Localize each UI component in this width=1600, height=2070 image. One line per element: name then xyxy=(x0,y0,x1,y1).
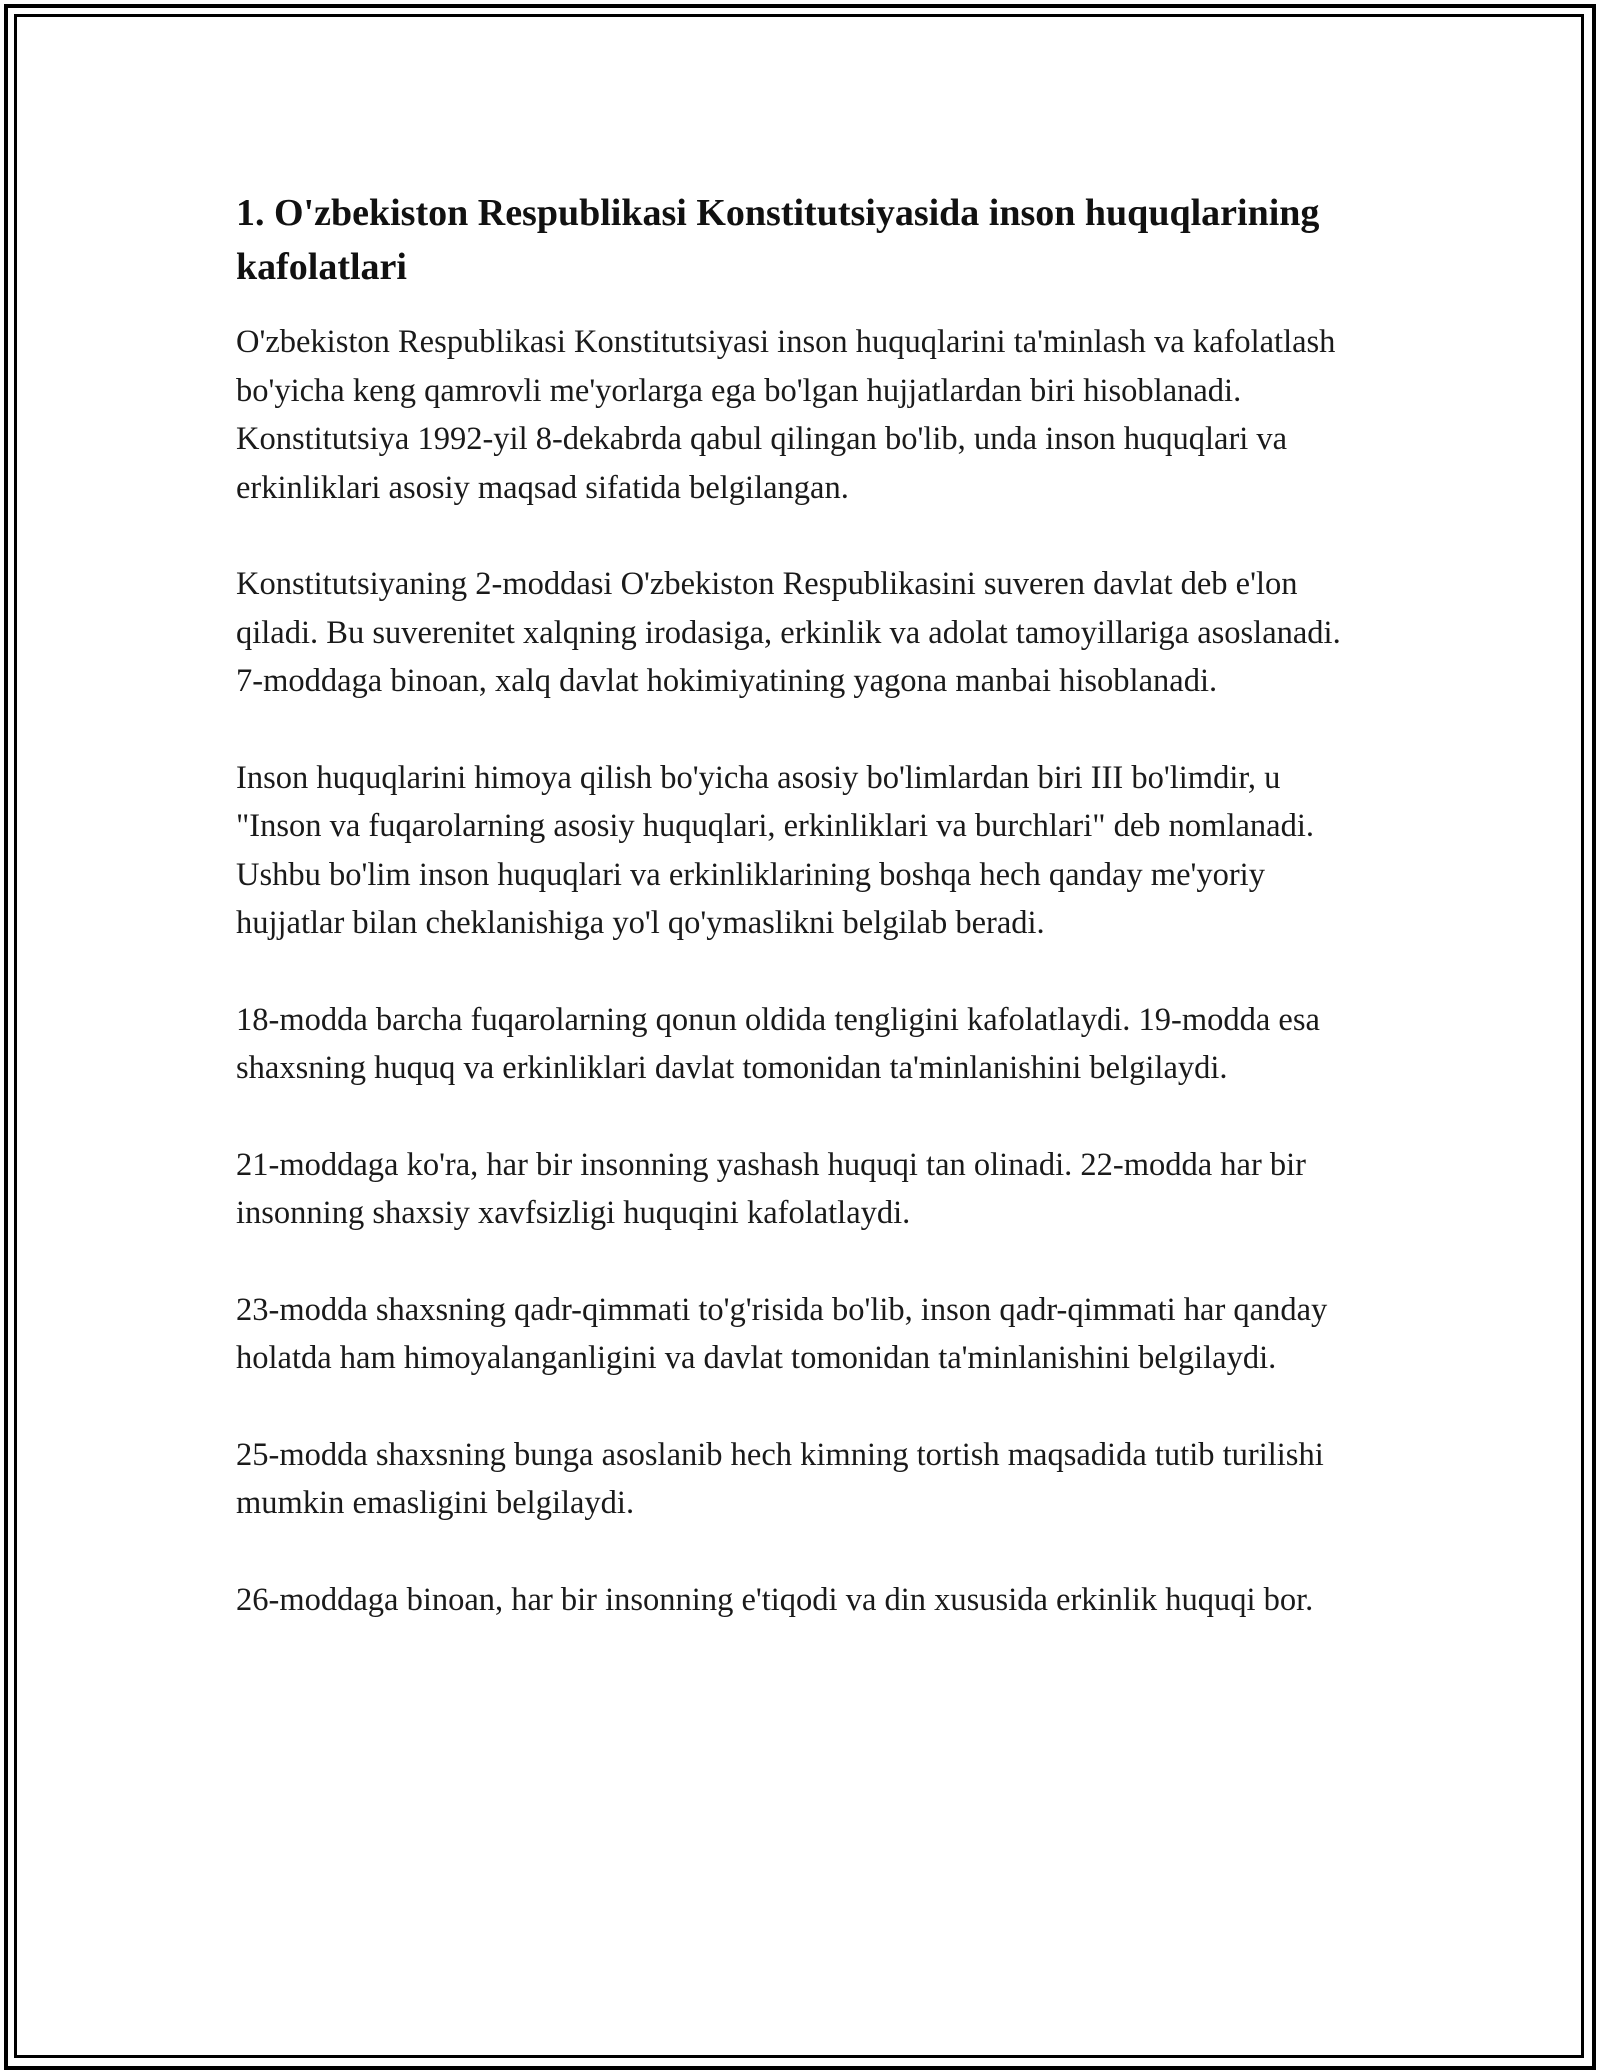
paragraph-4: 18-modda barcha fuqarolarning qonun oldida tengligini kafolatlaydi. 19-modda esa shaxsning huquq va erkinliklari davlat tomonidan ta'minlanishini belgilaydi. xyxy=(236,1001,1320,1086)
paragraph-7: 25-modda shaxsning bunga asoslanib hech kimning tortish maqsadida tutib turilishi mumkin emasligini belgilaydi. xyxy=(236,1436,1324,1521)
document-body xyxy=(236,186,1366,1672)
paragraph-6: 23-modda shaxsning qadr-qimmati to'g'risida bo'lib, inson qadr-qimmati har qanday holatda ham himoyalanganligini va davlat tomonidan ta'minlanishini belgilaydi. xyxy=(236,1291,1328,1376)
paragraph-8: 26-moddaga binoan, har bir insonning e'tiqodi va din xususida erkinlik huquqi bor. xyxy=(236,1581,1314,1618)
paragraph-1: O'zbekiston Respublikasi Konstitutsiyasi inson huquqlarini ta'minlash va kafolatlash bo'yicha keng qamrovli me'yorlarga ega bo'lgan hujjatlardan biri hisoblanadi. Konstitutsiya 1992-yil 8-dekabrda qabul qilingan bo'lib, unda inson huquqlari va erkinliklari asosiy maqsad sifatida belgilangan. xyxy=(236,324,1336,506)
paragraph-5: 21-moddaga ko'ra, har bir insonning yashash huquqi tan olinadi. 22-modda har bir insonning shaxsiy xavfsizligi huquqini kafolatlaydi. xyxy=(236,1146,1307,1231)
section-heading: 1. O'zbekiston Respublikasi Konstitutsiyasida inson huquqlarining kafolatlari xyxy=(236,192,1320,288)
paragraph-3: Inson huquqlarini himoya qilish bo'yicha asosiy bo'limlardan biri III bo'limdir, u "Inson va fuqarolarning asosiy huquqlari, erkinliklari va burchlari" deb nomlanadi. Ushbu bo'lim inson huquqlari va erkinliklarining boshqa hech qanday me'yoriy hujjatlar bilan cheklanishiga yo'l qo'ymaslikni belgilab beradi. xyxy=(236,759,1314,941)
paragraph-2: Konstitutsiyaning 2-moddasi O'zbekiston Respublikasini suveren davlat deb e'lon qiladi. Bu suverenitet xalqning irodasiga, erkinlik va adolat tamoyillariga asoslanadi. 7-moddaga binoan, xalq davlat hokimiyatining yagona manbai hisoblanadi. xyxy=(236,566,1341,699)
